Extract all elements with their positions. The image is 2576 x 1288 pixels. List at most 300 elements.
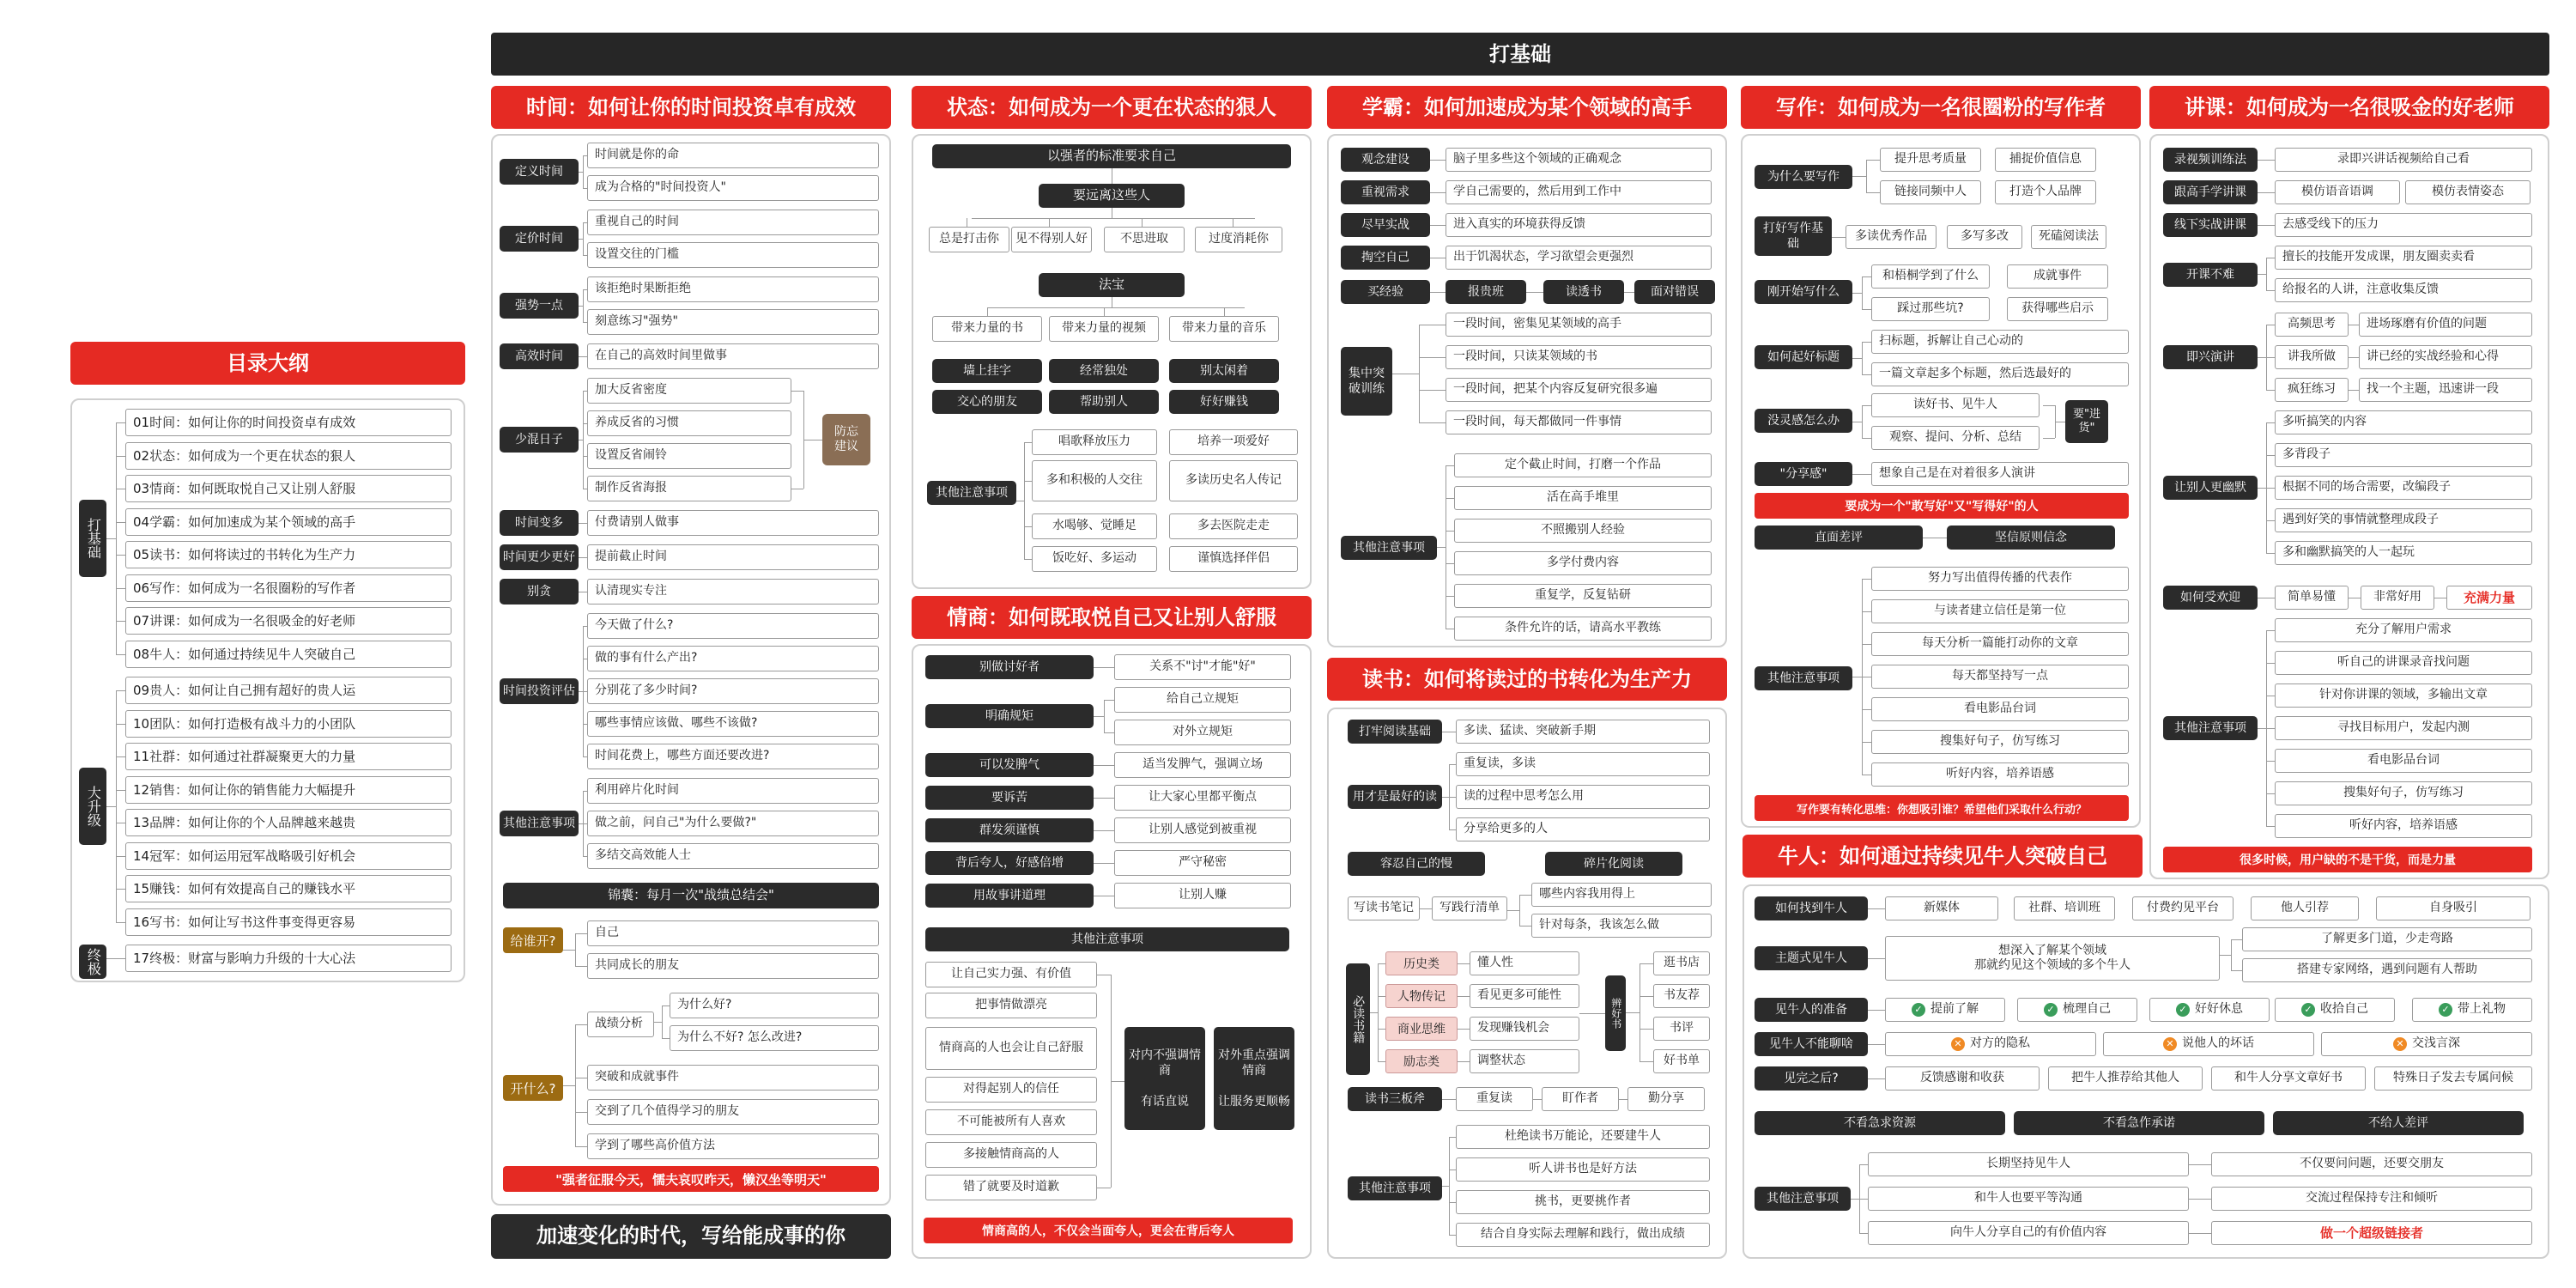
time-item: 哪些事情应该做、哪些不该做? — [587, 711, 879, 737]
connector-line — [106, 806, 116, 807]
niuren-other-item: 和牛人也要平等沟通 — [1868, 1187, 2189, 1211]
state-law: 法宝 — [1039, 273, 1185, 297]
time-key: 强势一点 — [500, 293, 579, 319]
connector-line — [2266, 520, 2275, 521]
state-dark-item: 好好赚钱 — [1169, 390, 1279, 414]
lecture-hard-item: 擅长的技能开发成课，朋友圈卖卖看 — [2275, 246, 2532, 270]
xueba-buy-item: 面对错误 — [1634, 280, 1715, 304]
xueba-train-item: 一段时间，密集见某领域的高手 — [1446, 313, 1712, 337]
connector-line — [2266, 357, 2275, 358]
connector-line — [2258, 357, 2266, 358]
niuren-prep-label: 带上礼物 — [2458, 1002, 2506, 1017]
time-give-item: 自己 — [587, 920, 879, 946]
connector-line — [1862, 709, 1871, 710]
reading-used-item: 重复读，多读 — [1456, 752, 1710, 776]
connector-line — [1458, 1029, 1470, 1030]
connector-line — [1862, 276, 1871, 277]
check-icon: ✓ — [2301, 1003, 2315, 1017]
xueba-other-item: 重复学，反复钻研 — [1454, 584, 1712, 608]
connector-line — [1446, 596, 1454, 597]
lecture-other-item: 寻找目标用户，发起内测 — [2275, 716, 2532, 740]
time-item: 利用碎片化时间 — [587, 778, 879, 804]
connector-line — [583, 322, 587, 323]
reading-find-item: 书友荐 — [1653, 984, 1710, 1008]
time-item: 时间花费上，哪些方面还要改进? — [587, 744, 879, 769]
connector-line — [1862, 309, 1871, 310]
time-key: 高效时间 — [500, 343, 579, 369]
time-item: 今天做了什么? — [587, 613, 879, 639]
time-fupan: 锦囊：每月一次"战绩总结会" — [503, 883, 879, 908]
time-item: 加大反省密度 — [587, 378, 791, 404]
time-advice: 防忘建议 — [822, 414, 870, 465]
connector-line — [1862, 405, 1871, 406]
connector-line — [575, 933, 576, 967]
connector-line — [583, 255, 587, 256]
time-key: 定价时间 — [500, 226, 579, 252]
niuren-no-item — [1885, 1032, 2096, 1056]
niuren-other-item: 不仅要问问题，还要交朋友 — [2211, 1152, 2532, 1176]
connector-line — [2231, 939, 2242, 940]
connector-line — [1862, 374, 1871, 375]
niuren-theme-item: 了解更多门道，少走弯路 — [2242, 927, 2532, 951]
niuren-title: 牛人：如何通过持续见牛人突破自己 — [1743, 835, 2143, 878]
connector-line — [116, 522, 125, 523]
state-dark-item: 经常独处 — [1049, 359, 1159, 383]
state-dark-item: 帮助别人 — [1049, 390, 1159, 414]
niuren-prep-item — [2017, 998, 2137, 1022]
niuren-prep-item — [2149, 998, 2270, 1022]
connector-line — [1430, 192, 1446, 193]
eq-item: 对外立规矩 — [1114, 720, 1291, 745]
connector-line — [116, 422, 125, 423]
lecture-hard-item: 给报名的人讲，注意收集反馈 — [2275, 278, 2532, 302]
outline-title: 目录大纲 — [70, 342, 465, 385]
connector-line — [2258, 728, 2266, 729]
writing-start: 刚开始写什么 — [1755, 280, 1852, 304]
reading-base: 打牢阅读基础 — [1348, 720, 1442, 744]
connector-line — [583, 289, 587, 290]
connector-line — [1419, 422, 1446, 423]
writing-start-item: 踩过那些坑? — [1871, 297, 1990, 321]
eq-key: 背后夸人，好感倍增 — [925, 851, 1094, 875]
niuren-prep-label: 收拾自己 — [2320, 1002, 2368, 1017]
xueba-title: 学霸：如何加速成为某个领域的高手 — [1327, 86, 1727, 129]
eq-inner: 对内不强调情商 有话直说 — [1124, 1027, 1205, 1130]
connector-line — [1094, 830, 1114, 831]
connector-line — [1442, 1099, 1456, 1100]
outline-item: 09贵人：如何让自己拥有超好的贵人运 — [125, 677, 452, 704]
writing-why-item: 打造个人品牌 — [1995, 180, 2096, 204]
reading-note: 写读书笔记 — [1348, 896, 1420, 920]
connector-line — [106, 958, 116, 959]
connector-line — [1832, 237, 1846, 238]
lecture-other-item: 听好内容，培养语感 — [2275, 814, 2532, 838]
writing-headline-item: 一篇文章起多个标题，然后选最好的 — [1871, 362, 2129, 386]
check-icon: ✓ — [1912, 1003, 1925, 1017]
connector-line — [1533, 1099, 1542, 1100]
niuren-prep-item — [1885, 998, 2005, 1022]
lecture-title: 讲课：如何成为一名很吸金的好老师 — [2149, 86, 2549, 129]
writing-other-item: 听好内容，培养语感 — [1871, 762, 2129, 787]
connector-line — [1449, 1137, 1456, 1138]
xueba-train: 集中突破训练 — [1341, 347, 1392, 416]
connector-line — [1094, 863, 1114, 864]
connector-line — [1420, 908, 1432, 909]
writing-share-v: 想象自己是在对着很多人演讲 — [1871, 462, 2129, 486]
outline-item: 14冠军：如何运用冠军战略吸引好机会 — [125, 842, 452, 870]
connector-line — [1449, 1202, 1456, 1203]
lecture-other-item: 充分了解用户需求 — [2275, 618, 2532, 642]
connector-line — [987, 307, 988, 316]
state-other-item: 水喝够、觉睡足 — [1032, 513, 1157, 539]
connector-line — [2266, 761, 2275, 762]
xueba-other-item: 活在高手堆里 — [1454, 486, 1712, 510]
time-key: 定义时间 — [500, 159, 579, 185]
time-item: 在自己的高效时间里做事 — [587, 343, 879, 369]
connector-line — [583, 823, 587, 824]
connector-line — [1094, 667, 1114, 668]
reading-used-item: 读的过程中思考怎么用 — [1456, 785, 1710, 809]
xueba-buy: 买经验 — [1341, 280, 1430, 304]
connector-line — [1142, 218, 1143, 227]
connector-line — [1024, 559, 1032, 560]
reading-cat: 人物传记 — [1385, 984, 1458, 1008]
connector-line — [116, 690, 125, 691]
reading-cat-v: 发现赚钱机会 — [1470, 1017, 1579, 1041]
connector-line — [2266, 553, 2275, 554]
reading-cat: 励志类 — [1385, 1049, 1458, 1073]
reading-list: 写践行清单 — [1432, 896, 1507, 920]
connector-line — [106, 538, 116, 539]
eq-other-item: 让自己实力强、有价值 — [925, 962, 1097, 987]
state-dark-item: 别太闲着 — [1169, 359, 1279, 383]
lecture-other-item: 针对你讲课的领域，多输出文章 — [2275, 683, 2532, 708]
niuren-no-label: 说他人的坏话 — [2182, 1036, 2254, 1051]
connector-line — [1519, 895, 1520, 927]
lecture-humor-item: 多听搞笑的内容 — [2275, 410, 2532, 434]
time-item: 重视自己的时间 — [587, 210, 879, 235]
connector-line — [972, 218, 1255, 219]
niuren-prep-label: 提前了解 — [1930, 1002, 1979, 1017]
reading-three-item: 勤分享 — [1627, 1087, 1705, 1111]
eq-key: 用故事讲道理 — [925, 884, 1094, 908]
connector-line — [1862, 342, 1863, 375]
connector-line — [583, 222, 587, 223]
xueba-key: 尽早实战 — [1341, 213, 1430, 237]
eq-item: 适当发脾气，强调立场 — [1114, 752, 1291, 778]
connector-line — [1419, 390, 1446, 391]
connector-line — [1104, 307, 1105, 316]
outline-item: 05读书：如何将读过的书转化为生产力 — [125, 541, 452, 568]
time-item: 付费请别人做事 — [587, 510, 879, 536]
reading-find: 辨好书 — [1605, 975, 1626, 1051]
reading-frag: 碎片化阅读 — [1545, 852, 1682, 876]
outline-item: 03情商：如何既取悦自己又让别人舒服 — [125, 475, 452, 502]
writing-other-item: 每天分析一篇能打动你的文章 — [1871, 632, 2129, 656]
time-item: 成为合格的"时间投资人" — [587, 175, 879, 201]
writing-start-item: 成就事件 — [2007, 264, 2108, 289]
connector-line — [583, 456, 587, 457]
connector-line — [1449, 764, 1456, 765]
eq-title: 情商：如何既取悦自己又让别人舒服 — [912, 596, 1312, 639]
connector-line — [2266, 728, 2275, 729]
connector-line — [2258, 192, 2275, 193]
connector-line — [575, 1146, 587, 1147]
cross-icon: ✕ — [2163, 1037, 2177, 1051]
connector-line — [116, 922, 125, 923]
lecture-footer: 很多时候，用户缺的不是干货，而是力量 — [2163, 847, 2532, 872]
connector-line — [2231, 970, 2242, 971]
xueba-key: 重视需求 — [1341, 180, 1430, 204]
time-item: 多结交高效能人士 — [587, 843, 879, 869]
connector-line — [1024, 481, 1032, 482]
eq-key: 要诉苦 — [925, 786, 1094, 810]
connector-line — [2266, 488, 2275, 489]
connector-line — [116, 588, 125, 589]
niuren-theme: 主题式见牛人 — [1755, 946, 1868, 970]
connector-line — [116, 856, 125, 857]
connector-line — [1378, 963, 1379, 1062]
connector-line — [2220, 955, 2231, 956]
connector-line — [1446, 498, 1454, 499]
connector-line — [662, 1005, 663, 1039]
connector-line — [1458, 996, 1470, 997]
outline-item: 02状态：如何成为一个更在状态的狠人 — [125, 442, 452, 470]
state-other-item: 培养一项爱好 — [1169, 429, 1298, 455]
connector-line — [583, 289, 584, 323]
outline-item: 10团队：如何打造极有战斗力的小团队 — [125, 710, 452, 738]
niuren-after-item: 特殊日子发去专属问候 — [2374, 1066, 2532, 1091]
main-title: 打基础 — [491, 33, 2549, 76]
connector-line — [2266, 390, 2275, 391]
reading-used-item: 分享给更多的人 — [1456, 817, 1710, 841]
connector-line — [2266, 793, 2275, 794]
xueba-other-item: 不照搬别人经验 — [1454, 519, 1712, 543]
xueba-val: 出于饥渴状态，学习欲望会更强烈 — [1446, 246, 1712, 270]
writing-start-item: 获得哪些启示 — [2007, 297, 2108, 321]
connector-line — [1626, 1012, 1640, 1013]
lecture-imp-v: 进场琢磨有价值的问题 — [2359, 313, 2532, 337]
connector-line — [1449, 829, 1456, 830]
cross-icon: ✕ — [2393, 1037, 2407, 1051]
connector-line — [1446, 563, 1454, 564]
lecture-imp-k: 高频思考 — [2275, 313, 2349, 337]
writing-footer: 写作要有转化思维：你想吸引谁？希望他们采取什么行动？ — [1755, 795, 2129, 821]
time-title: 时间：如何让你的时间投资卓有成效 — [491, 86, 891, 129]
eq-other-item: 错了就要及时道歉 — [925, 1175, 1097, 1200]
time-open-item: 交到了几个值得学习的朋友 — [587, 1099, 879, 1125]
niuren-find-item: 付费约见平台 — [2132, 896, 2234, 920]
reading-list-item: 哪些内容我用得上 — [1531, 883, 1712, 907]
state-dark-item: 交心的朋友 — [932, 390, 1042, 414]
connector-line — [1519, 926, 1531, 927]
xueba-other: 其他注意事项 — [1341, 536, 1437, 560]
connector-line — [1442, 1186, 1449, 1187]
connector-line — [1378, 996, 1385, 997]
niuren-after-item: 反馈感谢和收获 — [1885, 1066, 2040, 1091]
connector-line — [583, 856, 587, 857]
xueba-buy-item: 读透书 — [1543, 280, 1624, 304]
time-key: 别贪 — [500, 579, 579, 605]
writing-why: 为什么要写作 — [1755, 165, 1852, 189]
niuren-dont: 不看急作承诺 — [2014, 1111, 2264, 1135]
reading-base-v: 多读、猛读、突破新手期 — [1456, 720, 1710, 744]
lecture-humor: 让别人更幽默 — [2163, 476, 2258, 500]
reading-other-item: 挑书，更要挑作者 — [1456, 1190, 1710, 1214]
outline-item: 11社群：如何通过社群凝聚更大的力量 — [125, 743, 452, 770]
state-other-item: 多读历史名人传记 — [1169, 460, 1298, 501]
niuren-dont: 不看急求资源 — [1755, 1111, 2005, 1135]
connector-line — [116, 958, 125, 959]
xueba-val: 学自己需要的，然后用到工作中 — [1446, 180, 1712, 204]
time-footer: "强者征服今天，懦夫哀叹昨天，懒汉坐等明天" — [503, 1166, 879, 1192]
niuren-find: 如何找到牛人 — [1755, 896, 1868, 920]
xueba-val: 脑子里多些这个领域的正确观念 — [1446, 148, 1712, 172]
writing-other-item: 与读者建立信任是第一位 — [1871, 599, 2129, 623]
writing-other-item: 看电影品台词 — [1871, 697, 2129, 721]
outline-item: 15赚钱：如何有效提高自己的赚钱水平 — [125, 875, 452, 902]
lecture-popular-item: 充满力量 — [2446, 586, 2532, 610]
connector-line — [1862, 405, 1863, 439]
niuren-other-item: 做一个超级链接者 — [2211, 1221, 2532, 1245]
lecture-humor-item: 多背段子 — [2275, 443, 2532, 467]
writing-other-item: 努力写出值得传播的代表作 — [1871, 567, 2129, 591]
connector-line — [1378, 963, 1385, 964]
niuren-other: 其他注意事项 — [1755, 1187, 1851, 1211]
niuren-theme-item: 搭建专家网络，遇到问题有人帮助 — [2242, 958, 2532, 982]
connector-line — [2189, 1164, 2211, 1165]
lecture-key: 线下实战讲课 — [2163, 213, 2258, 237]
lecture-humor-item: 多和幽默搞笑的人一起玩 — [2275, 541, 2532, 565]
connector-line — [1859, 1199, 1868, 1200]
connector-line — [2258, 225, 2275, 226]
eq-other-item: 情商高的人也会让自己舒服 — [925, 1027, 1097, 1070]
time-key: 少混日子 — [500, 427, 579, 453]
reading-other-item: 听人讲书也是好方法 — [1456, 1157, 1710, 1182]
connector-line — [1852, 358, 1862, 359]
connector-line — [1430, 160, 1446, 161]
eq-other-item: 多接触情商高的人 — [925, 1142, 1097, 1168]
connector-line — [583, 391, 584, 489]
time-key: 其他注意事项 — [500, 811, 579, 836]
writing-good-item: 死磕阅读法 — [2031, 225, 2106, 249]
connector-line — [1446, 465, 1454, 466]
niuren-other-item: 向牛人分享自己的有价值内容 — [1868, 1221, 2189, 1245]
reading-find-item: 逛书店 — [1653, 951, 1710, 975]
niuren-find-item: 自身吸引 — [2376, 896, 2531, 920]
time-key: 时间更少更好 — [500, 544, 579, 570]
writing-other-item: 搜集好句子，仿写练习 — [1871, 730, 2129, 754]
state-title: 状态：如何成为一个更在状态的狠人 — [912, 86, 1312, 129]
writing-headline: 如何起好标题 — [1755, 345, 1852, 369]
lecture-val: 模仿语音语调 — [2275, 180, 2400, 204]
state-law-item: 带来力量的视频 — [1049, 316, 1159, 342]
connector-line — [1862, 611, 1871, 612]
writing-other-item: 每天都坚持写一点 — [1871, 665, 2129, 689]
time-give-item: 共同成长的朋友 — [587, 953, 879, 979]
state-other-item: 唱歌释放压力 — [1032, 429, 1157, 455]
connector-line — [583, 756, 587, 757]
connector-line — [1507, 910, 1519, 911]
connector-line — [1442, 797, 1449, 798]
connector-line — [1640, 1061, 1653, 1062]
state-far-item: 总是打击你 — [929, 227, 1009, 252]
writing-keep: 坚信原则信念 — [1947, 526, 2115, 550]
reading-find-item: 书评 — [1653, 1017, 1710, 1041]
writing-other: 其他注意事项 — [1755, 666, 1852, 690]
niuren-no-item — [2321, 1032, 2532, 1056]
xueba-key: 掏空自己 — [1341, 246, 1430, 270]
connector-line — [1458, 1061, 1470, 1062]
connector-line — [1104, 700, 1105, 733]
connector-line — [116, 756, 125, 757]
connector-line — [1519, 895, 1531, 896]
niuren-find-item: 新媒体 — [1885, 896, 1998, 920]
lecture-popular-item: 简单易懂 — [2275, 586, 2349, 610]
writing-good: 打好写作基础 — [1755, 216, 1832, 256]
connector-line — [1640, 1029, 1653, 1030]
outline-item: 17终极：财富与影响力升级的十大心法 — [125, 945, 452, 972]
connector-line — [116, 555, 125, 556]
eq-item: 让别人赚 — [1114, 883, 1291, 908]
connector-line — [583, 691, 587, 692]
connector-line — [2349, 357, 2359, 358]
connector-line — [1852, 293, 1862, 294]
xueba-other-item: 条件允许的话，请高水平教练 — [1454, 617, 1712, 641]
lecture-other-item: 搜集好句子，仿写练习 — [2275, 781, 2532, 805]
time-analysis-item: 为什么不好? 怎么改进? — [670, 1025, 879, 1051]
connector-line — [1449, 1235, 1456, 1236]
connector-line — [2189, 1233, 2211, 1234]
connector-line — [2258, 488, 2266, 489]
lecture-key: 录视频训练法 — [2163, 148, 2258, 172]
writing-start-item: 和梧桐学到了什么 — [1871, 264, 1990, 289]
connector-line — [1370, 1012, 1378, 1013]
niuren-find-item: 社群、培训班 — [2014, 896, 2115, 920]
connector-line — [1419, 357, 1446, 358]
lecture-imp-v: 讲已经的实战经验和心得 — [2359, 345, 2532, 369]
connector-line — [1104, 732, 1114, 733]
eq-item: 让大家心里都平衡点 — [1114, 785, 1291, 811]
time-item: 分别花了多少时间? — [587, 678, 879, 704]
eq-item: 严守秘密 — [1114, 850, 1291, 876]
niuren-dont: 不给人差评 — [2273, 1111, 2524, 1135]
connector-line — [1866, 160, 1880, 161]
eq-other: 其他注意事项 — [925, 927, 1289, 951]
lecture-humor-item: 根据不同的场合需要，改编段子 — [2275, 476, 2532, 500]
writing-why-item: 提升思考质量 — [1880, 148, 1981, 172]
connector-line — [575, 933, 587, 934]
connector-line — [1862, 644, 1871, 645]
connector-line — [583, 155, 584, 189]
time-open-item: 学到了哪些高价值方法 — [587, 1133, 879, 1159]
writing-title: 写作：如何成为一名很圈粉的写作者 — [1741, 86, 2141, 129]
connector-line — [2266, 290, 2275, 291]
connector-line — [1624, 292, 1634, 293]
lecture-imp-v: 找一个主题，迅速讲一段 — [2359, 378, 2532, 402]
state-far-item: 见不得别人好 — [1011, 227, 1092, 252]
eq-item: 给自己立规矩 — [1114, 687, 1291, 713]
niuren-after-item: 把牛人推荐给其他人 — [2048, 1066, 2203, 1091]
connector-line — [1868, 908, 1885, 909]
connector-line — [1104, 700, 1114, 701]
connector-line — [1640, 996, 1653, 997]
connector-line — [1862, 276, 1863, 310]
outline-item: 08牛人：如何通过持续见牛人突破自己 — [125, 641, 452, 668]
connector-line — [583, 155, 587, 156]
check-icon: ✓ — [2176, 1003, 2190, 1017]
eq-outer: 对外重点强调情商 让服务更顺畅 — [1214, 1027, 1294, 1130]
